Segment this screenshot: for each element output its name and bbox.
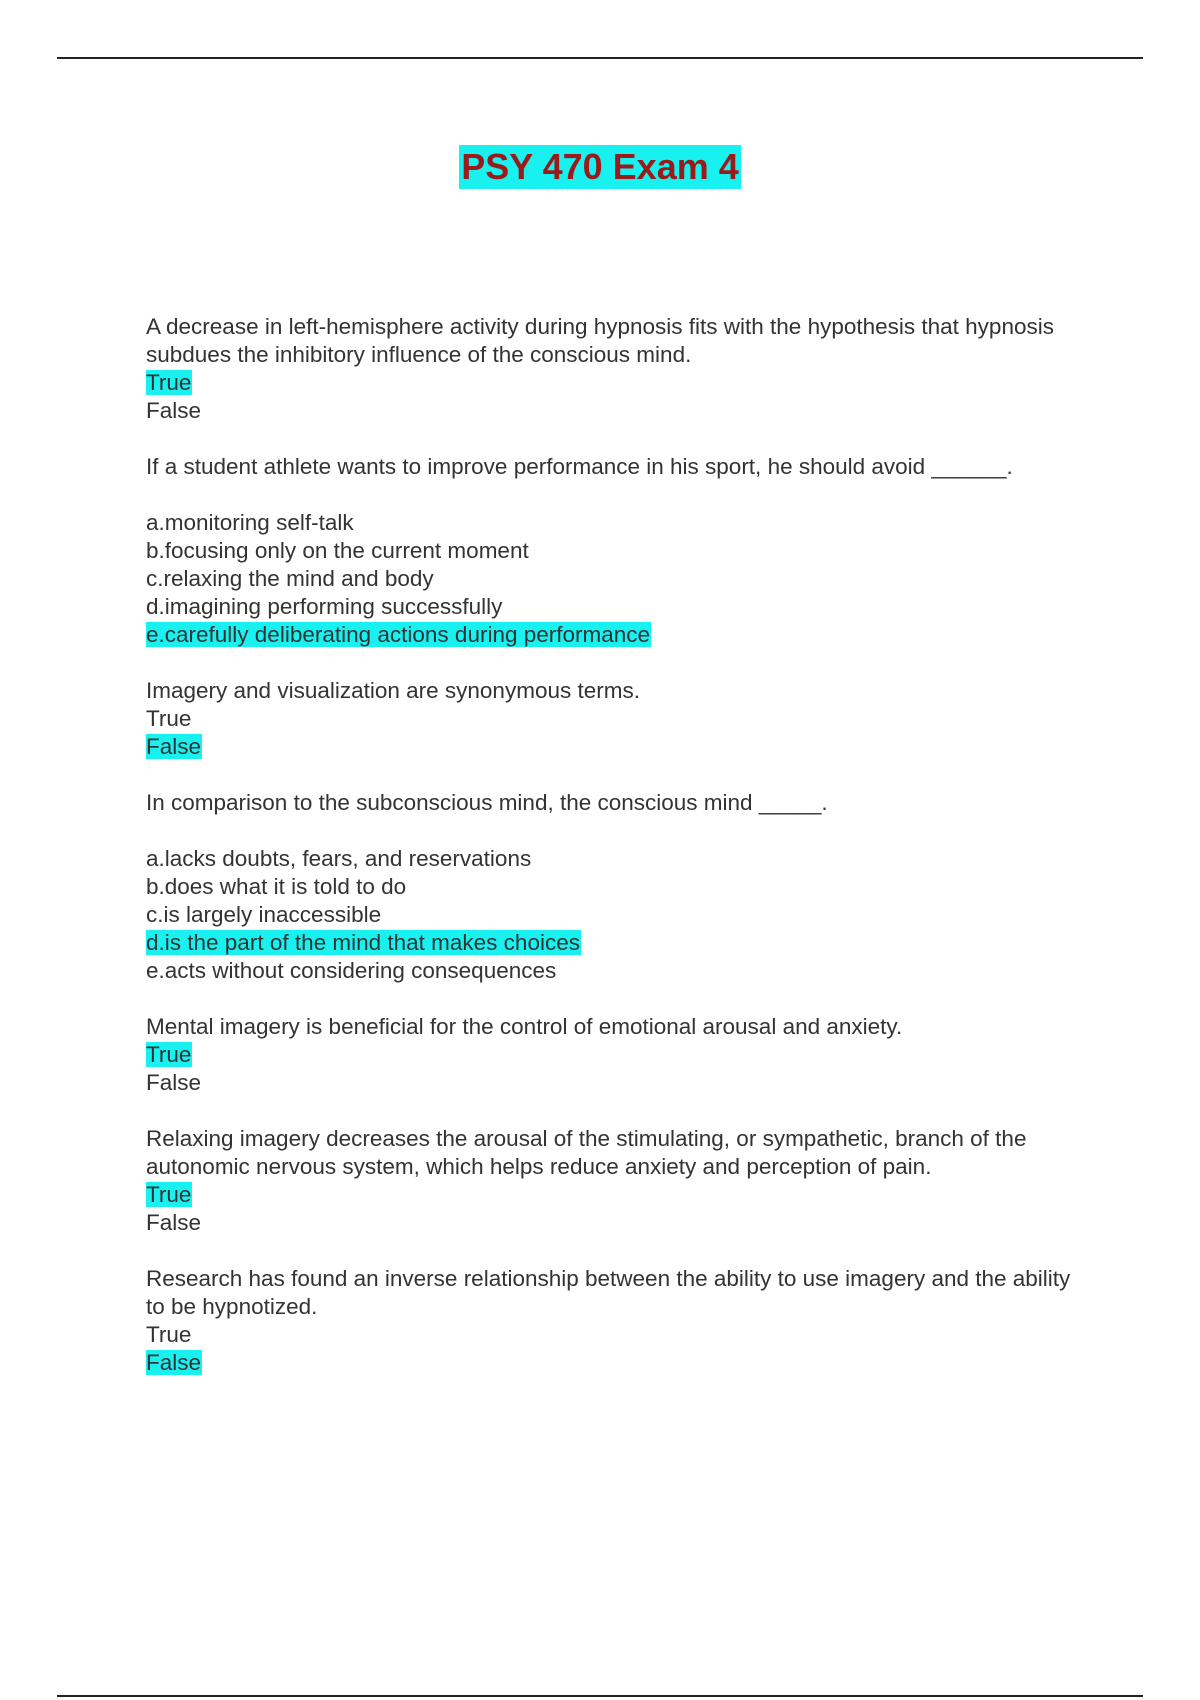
option (146, 537, 1086, 565)
option (146, 705, 1086, 733)
option (146, 593, 1086, 621)
option-label: c.relaxing the mind and body (146, 566, 434, 591)
question-2 (146, 453, 1086, 649)
option-label: False (146, 398, 202, 423)
option (146, 901, 1086, 929)
question-4 (146, 789, 1086, 985)
question-text: Imagery and visualization are synonymous terms. (146, 678, 640, 703)
page-title: PSY 470 Exam 4 (461, 146, 739, 187)
option (146, 957, 1086, 985)
option (146, 733, 1086, 761)
option-label: True (146, 706, 192, 731)
option (146, 397, 1086, 425)
question-text: A decrease in left-hemisphere activity during hypnosis fits with the hypothesis that hypnosis subdues the inhibitory influence of the conscious mind. (146, 314, 1054, 367)
question-6 (146, 1125, 1086, 1237)
option-label: b.focusing only on the current moment (146, 538, 529, 563)
correct-answer-label: True (146, 370, 192, 395)
question-text: In comparison to the subconscious mind, the conscious mind _____. (146, 790, 828, 815)
option (146, 369, 1086, 397)
option-label: d.imagining performing successfully (146, 594, 503, 619)
option-label: c.is largely inaccessible (146, 902, 382, 927)
option-label: False (146, 1210, 202, 1235)
option (146, 845, 1086, 873)
correct-answer-label: False (146, 734, 202, 759)
question-text: Research has found an inverse relationship between the ability to use imagery and the ability to be hypnotized. (146, 1266, 1071, 1319)
correct-answer-label: True (146, 1182, 192, 1207)
option (146, 1209, 1086, 1237)
option (146, 1181, 1086, 1209)
option (146, 565, 1086, 593)
question-text: Relaxing imagery decreases the arousal of the stimulating, or sympathetic, branch of the autonomic nervous system, which helps reduce anxiety and perception of pain. (146, 1126, 1027, 1179)
option (146, 1041, 1086, 1069)
correct-answer-label: d.is the part of the mind that makes choices (146, 930, 580, 955)
correct-answer-label: e.carefully deliberating actions during performance (146, 622, 651, 647)
option (146, 1069, 1086, 1097)
question-3 (146, 677, 1086, 761)
option (146, 1349, 1086, 1377)
option-label: a.monitoring self-talk (146, 510, 354, 535)
option (146, 509, 1086, 537)
question-text: If a student athlete wants to improve performance in his sport, he should avoid ______. (146, 454, 1013, 479)
option-label: b.does what it is told to do (146, 874, 407, 899)
option (146, 621, 1086, 649)
top-rule (57, 57, 1143, 59)
question-5 (146, 1013, 1086, 1097)
option-label: e.acts without considering consequences (146, 958, 557, 983)
option (146, 873, 1086, 901)
option-label: a.lacks doubts, fears, and reservations (146, 846, 532, 871)
title-container (0, 145, 1200, 189)
question-1 (146, 313, 1086, 425)
option-label: True (146, 1322, 192, 1347)
question-7 (146, 1265, 1086, 1377)
correct-answer-label: True (146, 1042, 192, 1067)
question-text: Mental imagery is beneficial for the control of emotional arousal and anxiety. (146, 1014, 903, 1039)
option-label: False (146, 1070, 202, 1095)
option (146, 1321, 1086, 1349)
correct-answer-label: False (146, 1350, 202, 1375)
bottom-rule (57, 1695, 1143, 1697)
question-list (146, 313, 1086, 1405)
option (146, 929, 1086, 957)
